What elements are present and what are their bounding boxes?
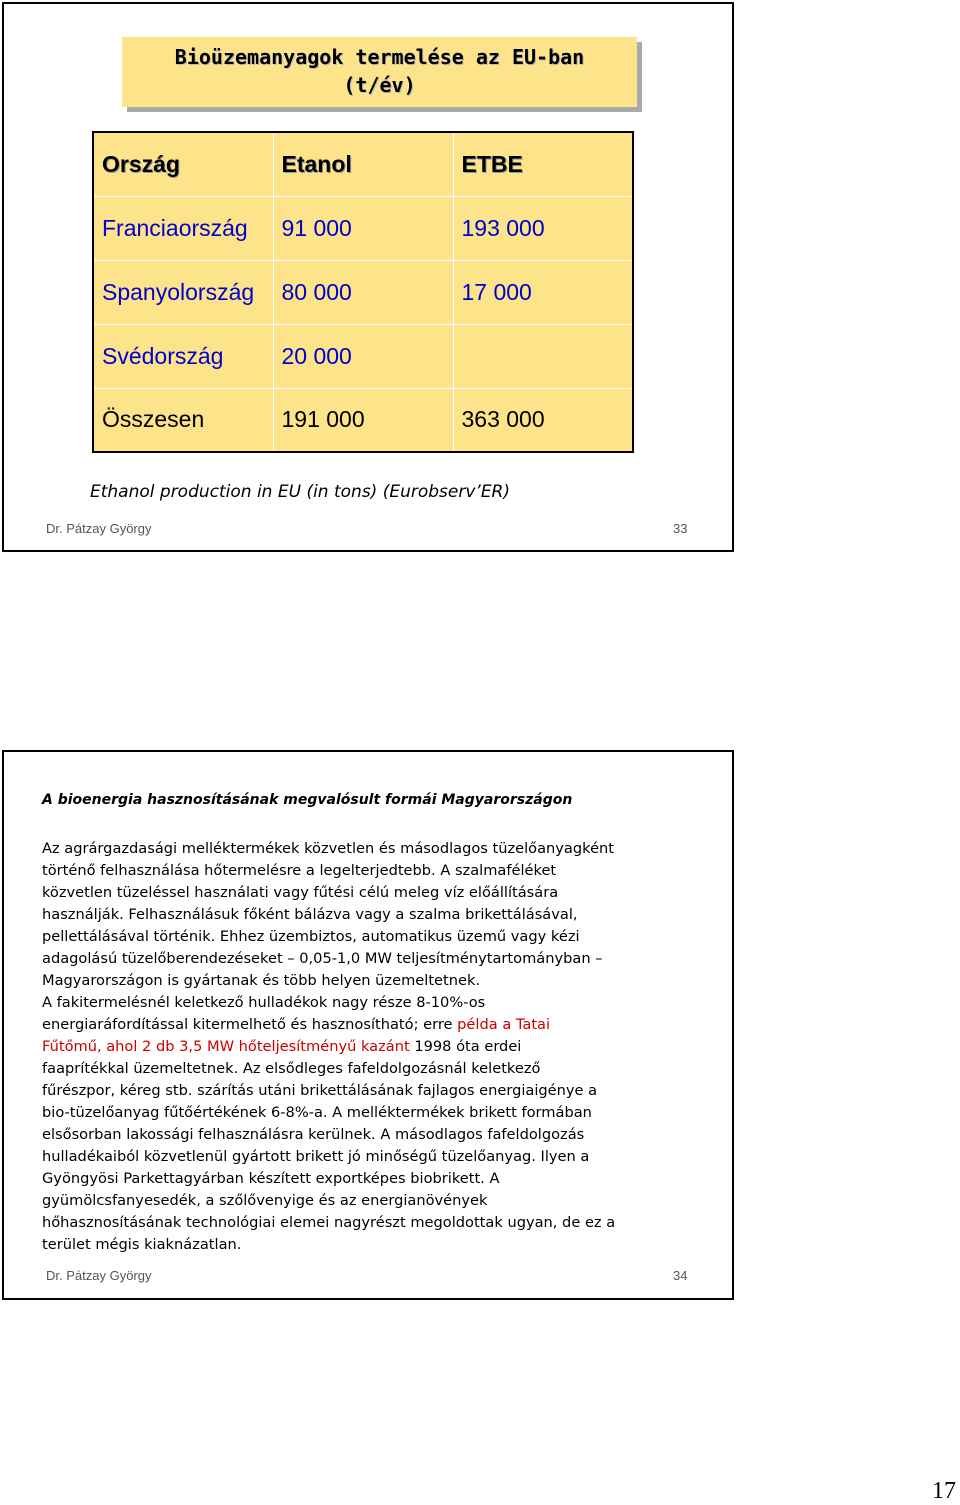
cell-country: Franciaország [93,196,273,260]
body-line [42,926,712,948]
header-country: Ország [102,150,180,177]
highlighted-text: példa a Tatai [457,1016,551,1033]
table-row [93,260,633,324]
total-ethanol: 191 000 [273,388,453,452]
body-line [42,1190,712,1212]
cell-ethanol: 20 000 [273,324,453,388]
page-number: 17 [932,1478,956,1504]
total-etbe: 363 000 [453,388,633,452]
cell-etbe [453,324,633,388]
body-text: gyümölcsfanyesedék, a szőlővenyige és az energianövények [42,1192,488,1209]
body-line [42,1146,712,1168]
body-line [42,1080,712,1102]
body-text: elsősorban lakossági felhasználásra kerülnek. A másodlagos fafeldolgozás [42,1126,585,1143]
title-line-1: Bioüzemanyagok termelése az EU-ban [174,45,585,69]
body-text: faaprítékkal üzemeltetnek. Az elsődleges fafeldolgozásnál keletkező [42,1060,541,1077]
cell-ethanol: 80 000 [273,260,453,324]
body-line [42,1234,712,1256]
table-total-row [93,388,633,452]
body-text: használják. Felhasználásuk főként bálázva vagy a szalma brikettálásával, [42,906,578,923]
cell-etbe: 17 000 [453,260,633,324]
body-line [42,1036,712,1058]
body-line [42,882,712,904]
body-text: történő felhasználása hőtermelésre a legelterjedtebb. A szalmaféléket [42,862,557,879]
body-line [42,904,712,926]
body-line [42,1102,712,1124]
body-text: hulladékaiból közvetlenül gyártott brikett jó minőségű tüzelőanyag. Ilyen a [42,1148,590,1165]
table-caption: Ethanol production in EU (in tons) (Eurobserv’ER) [90,482,511,502]
header-etbe: ETBE [453,132,633,196]
total-label: Összesen [93,388,273,452]
slide-34 [2,750,734,1300]
body-text: energiaráfordítással kitermelhető és hasznosítható; erre [42,1016,458,1033]
body-line [42,1014,712,1036]
slide-number: 34 [673,1268,688,1283]
slide-author: Dr. Pátzay György [46,1268,152,1283]
slide-body-text [42,838,712,1256]
slide-33 [2,2,734,552]
body-text: bio-tüzelőanyag fűtőértékének 6-8%-a. A melléktermékek brikett formában [42,1104,592,1121]
body-text: 1998 óta erdei [409,1038,522,1055]
cell-ethanol: 91 000 [273,196,453,260]
body-line [42,948,712,970]
table-row [93,324,633,388]
body-line [42,1212,712,1234]
body-text: fűrészpor, kéreg stb. szárítás utáni brikettálásának fajlagos energiaigénye a [42,1082,598,1099]
slide-title: A bioenergia hasznosításának megvalósult formái Magyarországon [42,792,573,808]
slide-number: 33 [673,521,688,536]
cell-etbe: 193 000 [453,196,633,260]
body-line [42,838,712,860]
slide-title [122,37,637,107]
table-row [93,196,633,260]
body-text: közvetlen tüzeléssel használati vagy fűtési célú meleg víz előállítására [42,884,559,901]
body-text: hőhasznosításának technológiai elemei nagyrészt megoldottak ugyan, de ez a [42,1214,616,1231]
body-line [42,1058,712,1080]
body-line [42,1168,712,1190]
header-ethanol: Etanol [273,132,453,196]
body-line [42,992,712,1014]
body-text: A fakitermelésnél keletkező hulladékok nagy része 8-10%-os [42,994,486,1011]
body-line [42,1124,712,1146]
cell-country: Spanyolország [93,260,273,324]
slide-author: Dr. Pátzay György [46,521,152,536]
body-text: adagolású tüzelőberendezéseket – 0,05-1,0 MW teljesítménytartományban – [42,950,603,967]
body-text: Magyarországon is gyártanak és több helyen üzemeltetnek. [42,972,481,989]
table-header-row [93,132,633,196]
body-line [42,970,712,992]
highlighted-text: Fűtőmű, ahol 2 db 3,5 MW hőteljesítményű kazánt [42,1038,410,1055]
cell-country: Svédország [93,324,273,388]
body-text: Az agrárgazdasági melléktermékek közvetlen és másodlagos tüzelőanyagként [42,840,615,857]
body-line [42,860,712,882]
body-text: pellettálásával történik. Ehhez üzembiztos, automatikus üzemű vagy kézi [42,928,580,945]
production-table [92,131,634,453]
body-text: terület mégis kiaknázatlan. [42,1236,242,1253]
body-text: Gyöngyösi Parkettagyárban készített exportképes biobrikett. A [42,1170,500,1187]
title-line-2: (t/év) [343,73,416,97]
